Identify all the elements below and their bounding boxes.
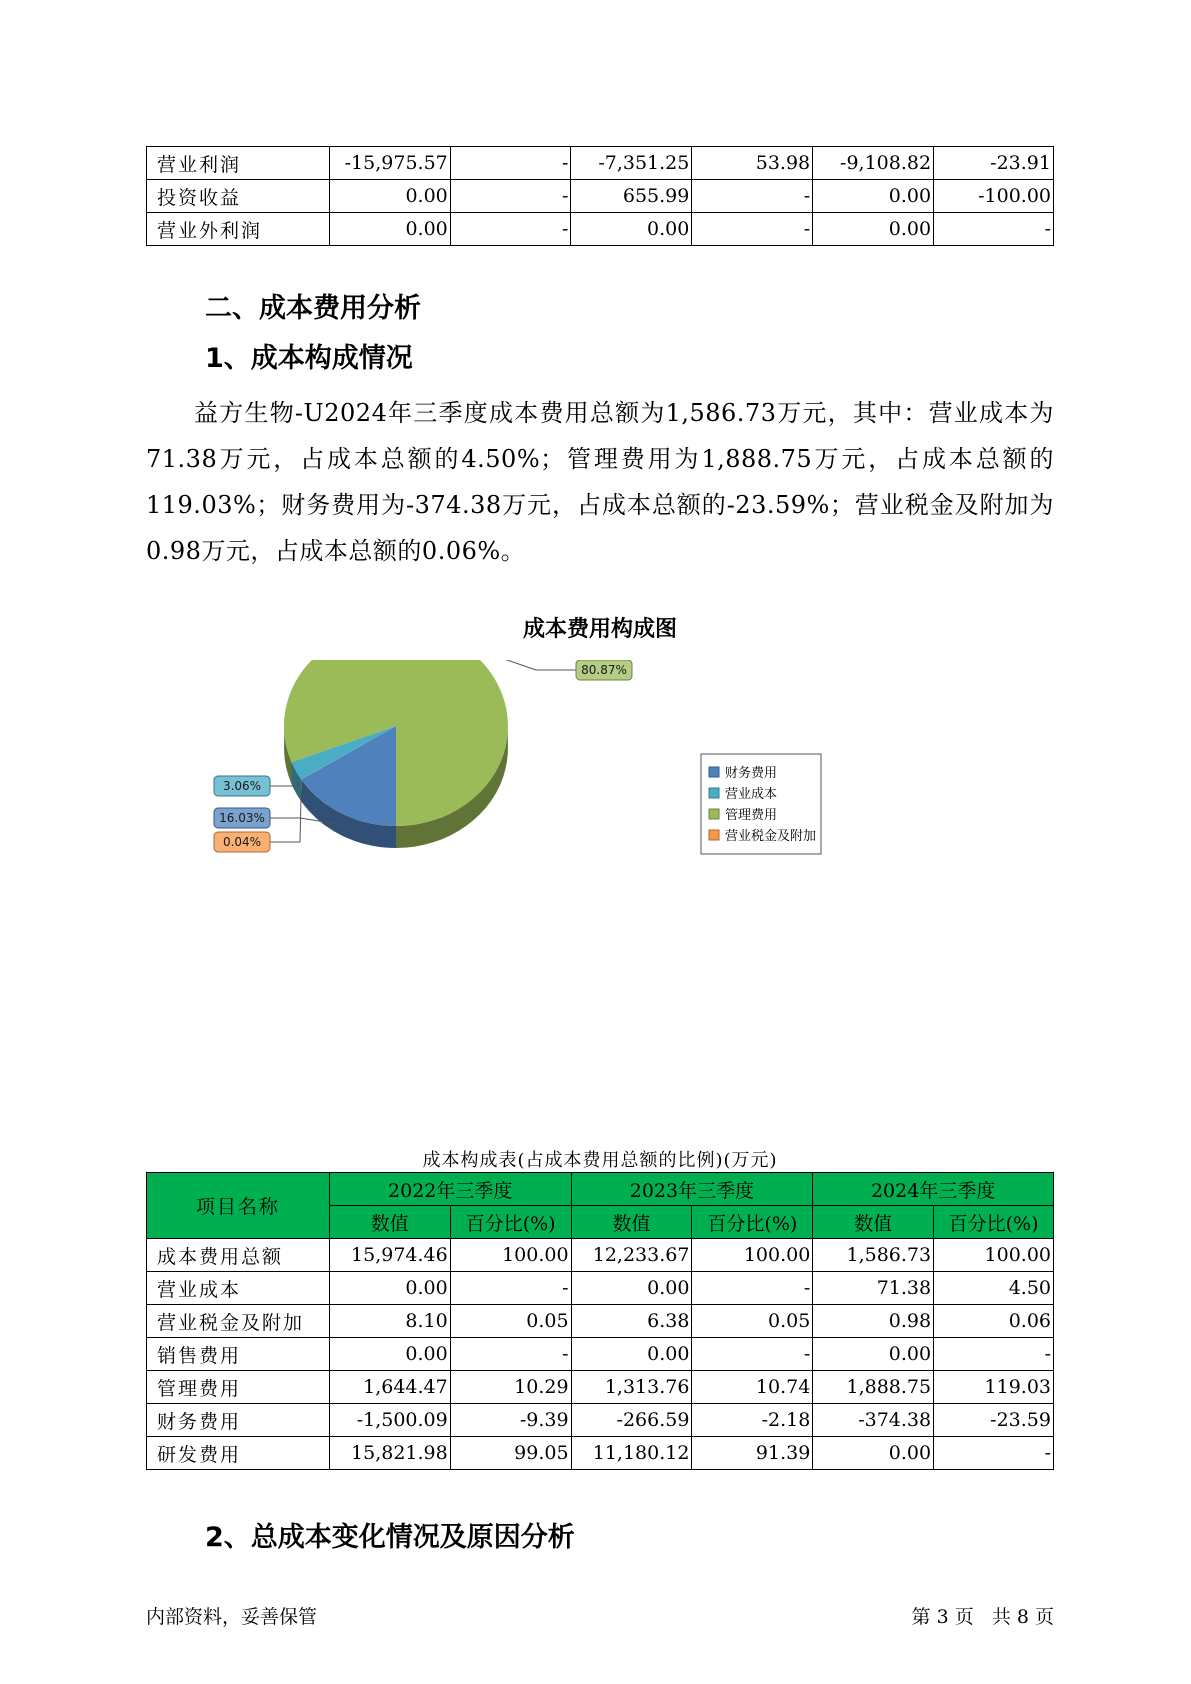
row-label: 营业成本: [147, 1272, 330, 1305]
table-row: [147, 1305, 1054, 1338]
row-label: 营业外利润: [147, 213, 330, 246]
table-cell: 0.00: [329, 1272, 450, 1305]
table-row: [147, 1371, 1054, 1404]
table-cell: 0.98: [813, 1305, 934, 1338]
table-cell: 100.00: [934, 1239, 1054, 1272]
table-cell: 53.98: [692, 147, 813, 180]
sub-heading-total-cost: 2、总成本变化情况及原因分析: [205, 1522, 575, 1553]
table-cell: 0.00: [571, 213, 692, 246]
table-cell: 10.29: [450, 1371, 571, 1404]
sub-heading-cost-structure: 1、成本构成情况: [205, 343, 413, 374]
table-cell: 0.05: [692, 1305, 813, 1338]
table-row: [147, 180, 1054, 213]
table-cell: -9.39: [450, 1404, 571, 1437]
table-caption: 成本构成表(占成本费用总额的比例)(万元): [422, 1150, 778, 1171]
table-cell: 91.39: [692, 1437, 813, 1470]
table-cell: -: [692, 180, 813, 213]
table-row: [147, 1437, 1054, 1470]
table-cell: 1,888.75: [813, 1371, 934, 1404]
table-cell: 0.00: [813, 180, 934, 213]
header-item-name: 项目名称: [147, 1173, 330, 1239]
table-cell: -: [450, 180, 571, 213]
table-cell: -23.59: [934, 1404, 1054, 1437]
table-cell: 0.05: [450, 1305, 571, 1338]
table-cell: 4.50: [934, 1272, 1054, 1305]
table-cell: -: [450, 1338, 571, 1371]
table-cell: 1,644.47: [329, 1371, 450, 1404]
table-cell: -: [450, 1272, 571, 1305]
table-cell: 119.03: [934, 1371, 1054, 1404]
table-header-row: [147, 1173, 1054, 1206]
header-sub: 百分比(%): [934, 1206, 1054, 1239]
header-sub: 数值: [329, 1206, 450, 1239]
table-cell: 100.00: [692, 1239, 813, 1272]
header-year: 2024年三季度: [813, 1173, 1054, 1206]
header-sub: 百分比(%): [450, 1206, 571, 1239]
chart-title: 成本费用构成图: [522, 617, 677, 642]
legend-swatch: [709, 830, 719, 840]
row-label: 管理费用: [147, 1371, 330, 1404]
table-cell: -374.38: [813, 1404, 934, 1437]
table-row: [147, 1239, 1054, 1272]
cost-paragraph: 益方生物-U2024年三季度成本费用总额为1,586.73万元，其中：营业成本为71.38万元，占成本总额的4.50%；管理费用为1,888.75万元，占成本总额的119.03%；财务费用为-374.38万元，占成本总额的-23.59%；营业税金及附加为0.98万元，占成本总额的0.06%。: [146, 399, 1054, 565]
table-cell: 0.00: [813, 213, 934, 246]
table-cell: -9,108.82: [813, 147, 934, 180]
table-cell: 1,313.76: [571, 1371, 692, 1404]
table-cell: 0.00: [813, 1437, 934, 1470]
table-row: [147, 1404, 1054, 1437]
header-sub: 数值: [813, 1206, 934, 1239]
table-row: [147, 147, 1054, 180]
row-label: 成本费用总额: [147, 1239, 330, 1272]
legend-swatch: [709, 788, 719, 798]
table-cell: 8.10: [329, 1305, 450, 1338]
data-label: 16.03%: [219, 811, 265, 825]
table-row: [147, 213, 1054, 246]
table-cell: 6.38: [571, 1305, 692, 1338]
legend-entry: 营业成本: [725, 787, 778, 802]
cost-structure-table: [146, 1172, 1054, 1470]
data-label: 0.04%: [222, 835, 262, 849]
leader-line: [270, 790, 301, 842]
table-cell: -: [934, 1437, 1054, 1470]
legend-entry: 财务费用: [725, 766, 778, 781]
data-label: 3.06%: [222, 779, 262, 793]
table-cell: 0.00: [329, 1338, 450, 1371]
footer-page-number: 第 3 页 共 8 页: [911, 1606, 1054, 1628]
table-cell: 99.05: [450, 1437, 571, 1470]
header-year: 2022年三季度: [329, 1173, 571, 1206]
header-sub: 数值: [571, 1206, 692, 1239]
table-cell: 0.00: [813, 1338, 934, 1371]
legend-entry: 管理费用: [725, 808, 778, 823]
table-cell: -2.18: [692, 1404, 813, 1437]
table-cell: 10.74: [692, 1371, 813, 1404]
row-label: 财务费用: [147, 1404, 330, 1437]
table-cell: -: [450, 213, 571, 246]
footer-left: 内部资料，妥善保管: [146, 1606, 318, 1628]
section-heading: 二、成本费用分析: [205, 293, 421, 324]
table-row: [147, 1338, 1054, 1371]
table-cell: -: [934, 1338, 1054, 1371]
data-label: 80.87%: [581, 663, 627, 677]
table-cell: 655.99: [571, 180, 692, 213]
table-cell: 0.00: [571, 1338, 692, 1371]
table-cell: -7,351.25: [571, 147, 692, 180]
table-row: [147, 1272, 1054, 1305]
table-cell: -23.91: [934, 147, 1054, 180]
legend-swatch: [709, 767, 719, 777]
header-year: 2023年三季度: [571, 1173, 813, 1206]
row-label: 营业税金及附加: [147, 1305, 330, 1338]
row-label: 研发费用: [147, 1437, 330, 1470]
cost-pie-chart: [146, 660, 1054, 930]
table-cell: -: [692, 213, 813, 246]
table-cell: -: [450, 147, 571, 180]
table-cell: -266.59: [571, 1404, 692, 1437]
table-cell: 15,974.46: [329, 1239, 450, 1272]
header-sub: 百分比(%): [692, 1206, 813, 1239]
row-label: 营业利润: [147, 147, 330, 180]
table-cell: 71.38: [813, 1272, 934, 1305]
legend-entry: 营业税金及附加: [725, 829, 817, 844]
table-cell: 0.00: [329, 213, 450, 246]
row-label: 投资收益: [147, 180, 330, 213]
table-cell: -15,975.57: [329, 147, 450, 180]
table-cell: -: [692, 1272, 813, 1305]
table-cell: 0.00: [329, 180, 450, 213]
table-cell: -100.00: [934, 180, 1054, 213]
table-cell: 11,180.12: [571, 1437, 692, 1470]
table-cell: 12,233.67: [571, 1239, 692, 1272]
table-cell: -: [692, 1338, 813, 1371]
table-cell: -: [934, 213, 1054, 246]
legend-swatch: [709, 809, 719, 819]
table-cell: 1,586.73: [813, 1239, 934, 1272]
table-cell: 100.00: [450, 1239, 571, 1272]
row-label: 销售费用: [147, 1338, 330, 1371]
profit-table: [146, 146, 1054, 246]
table-cell: 0.06: [934, 1305, 1054, 1338]
table-cell: -1,500.09: [329, 1404, 450, 1437]
table-cell: 15,821.98: [329, 1437, 450, 1470]
table-cell: 0.00: [571, 1272, 692, 1305]
